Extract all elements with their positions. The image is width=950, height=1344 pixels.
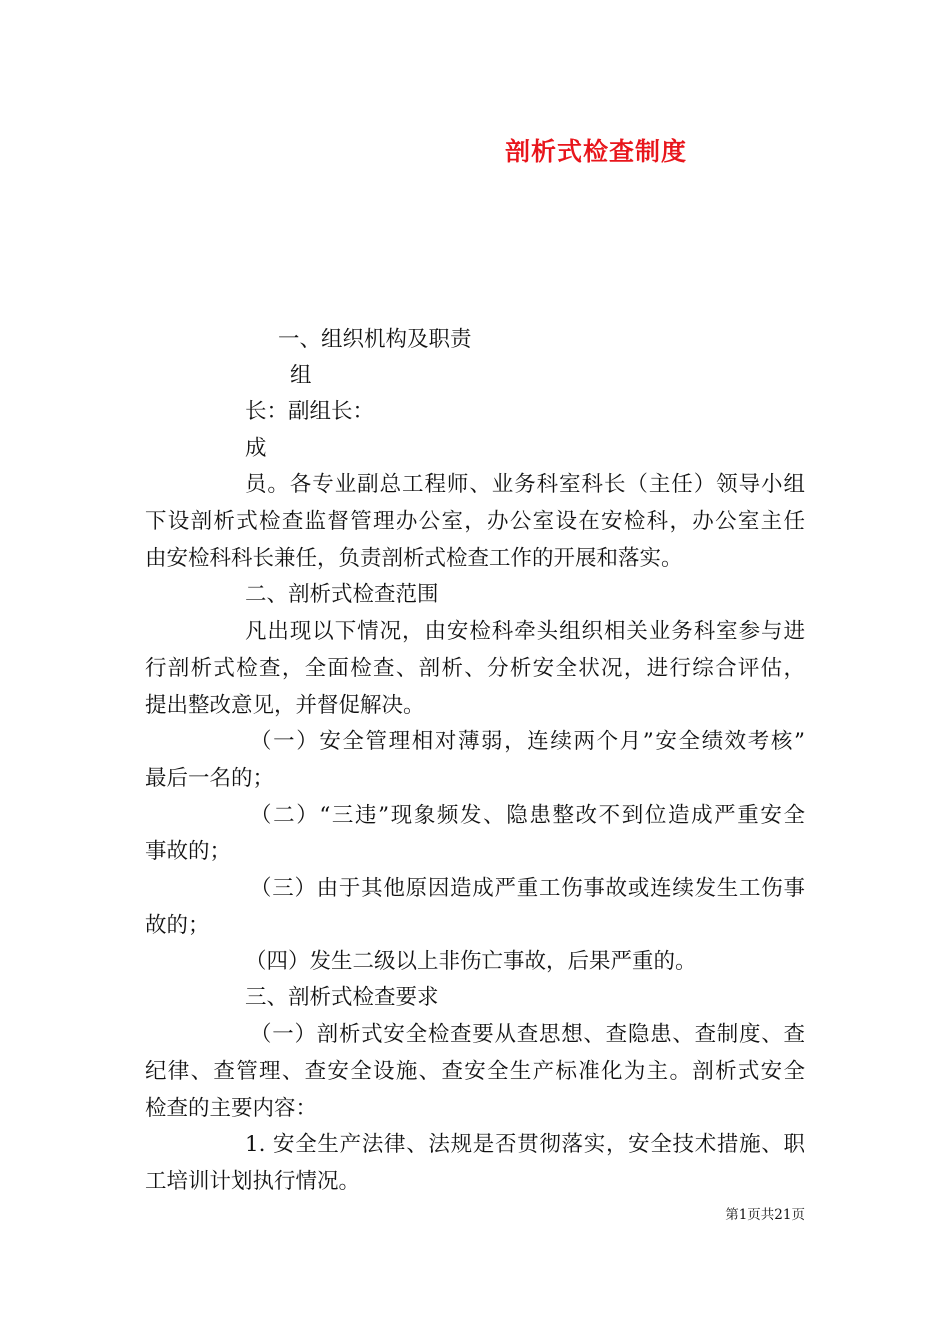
list-item: 1. 安全生产法律、法规是否贯彻落实，安全技术措施、职 <box>245 1132 805 1157</box>
text-line: 下设剖析式检查监督管理办公室，办公室设在安检科，办公室主任 <box>145 509 805 534</box>
document-title: 剖析式检查制度 <box>504 137 687 166</box>
text-line: 员。各专业副总工程师、业务科室科长（主任）领导小组 <box>245 472 805 497</box>
text-line: 纪律、查管理、查安全设施、查安全生产标准化为主。剖析式安全 <box>145 1059 805 1084</box>
text-line: 行剖析式检查，全面检查、剖析、分析安全状况，进行综合评估， <box>145 656 805 681</box>
list-item: （一）剖析式安全检查要从查思想、查隐患、查制度、查 <box>250 1022 805 1047</box>
text-line: 长：副组长： <box>245 399 375 424</box>
text-line: 事故的； <box>145 839 232 864</box>
text-line: 由安检科科长兼任，负责剖析式检查工作的开展和落实。 <box>145 546 683 571</box>
list-item: （一）安全管理相对薄弱，连续两个月”安全绩效考核” <box>250 729 805 754</box>
list-item: （三）由于其他原因造成严重工伤事故或连续发生工伤事 <box>250 876 805 901</box>
text-line: 检查的主要内容： <box>145 1096 318 1121</box>
page-number: 第1页共21页 <box>725 1207 805 1223</box>
text-line: 组 <box>290 363 312 388</box>
list-item: （二）“三违”现象频发、隐患整改不到位造成严重安全 <box>250 803 805 828</box>
text-line: 最后一名的； <box>145 766 275 791</box>
list-item: （四）发生二级以上非伤亡事故，后果严重的。 <box>245 949 697 974</box>
section-heading: 二、剖析式检查范围 <box>245 582 439 607</box>
section-heading: 一、组织机构及职责 <box>278 327 472 352</box>
text-line: 工培训计划执行情况。 <box>145 1169 361 1194</box>
text-line: 故的； <box>145 913 210 938</box>
text-line: 成 <box>245 436 267 461</box>
text-line: 凡出现以下情况，由安检科牵头组织相关业务科室参与进 <box>245 619 805 644</box>
section-heading: 三、剖析式检查要求 <box>245 985 439 1010</box>
text-line: 提出整改意见，并督促解决。 <box>145 693 425 718</box>
